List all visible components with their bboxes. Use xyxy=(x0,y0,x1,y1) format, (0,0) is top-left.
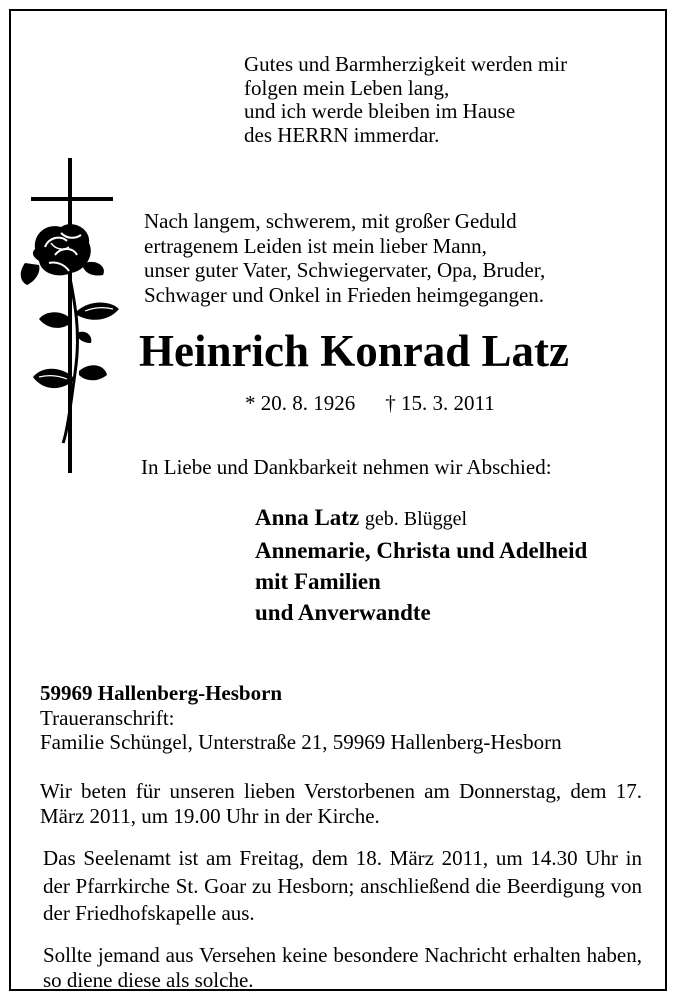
widow-name: Anna Latz xyxy=(255,505,360,530)
obituary-notice xyxy=(9,9,667,991)
death-date: † 15. 3. 2011 xyxy=(385,391,495,415)
cross-rose-icon xyxy=(11,143,131,473)
address-label: Traueranschrift: xyxy=(40,705,175,730)
intro-line: ertragenem Leiden ist mein lieber Mann, xyxy=(144,233,487,258)
address-line: Familie Schüngel, Unterstraße 21, 59969 Hallenberg-Hesborn xyxy=(40,730,562,754)
widow-maiden-name: geb. Blüggel xyxy=(364,508,468,530)
children-names: Annemarie, Christa und Adelheid xyxy=(255,538,588,563)
psalm-line: des HERRN immerdar. xyxy=(244,122,440,147)
psalm-line: und ich werde bleiben im Hause xyxy=(244,99,516,123)
birth-date: * 20. 8. 1926 xyxy=(245,391,356,415)
prayer-text: Wir beten für unseren lieben Verstorbenen am Donnerstag, dem 17. März 2011, um 19.00 Uhr in der Kirche. xyxy=(40,779,642,828)
life-dates xyxy=(245,391,495,415)
deceased-name: Heinrich Konrad Latz xyxy=(139,326,569,376)
relatives: und Anverwandte xyxy=(255,600,431,625)
intro-line: Schwager und Onkel in Frieden heimgegangen. xyxy=(144,282,545,307)
psalm-line: folgen mein Leben lang, xyxy=(244,75,450,100)
psalm-quote xyxy=(244,53,567,147)
address-location: 59969 Hallenberg-Hesborn xyxy=(40,681,283,705)
mourning-address xyxy=(40,681,562,755)
intro-line: Nach langem, schwerem, mit großer Geduld xyxy=(144,209,517,233)
with-families: mit Familien xyxy=(255,569,381,594)
farewell-line: In Liebe und Dankbarkeit nehmen wir Abschied: xyxy=(141,455,552,479)
closing-text: Sollte jemand aus Versehen keine besondere Nachricht erhalten haben, so diene diese als solche. xyxy=(43,943,642,992)
intro-line: unser guter Vater, Schwiegervater, Opa, Bruder, xyxy=(144,258,546,282)
funeral-text: Das Seelenamt ist am Freitag, dem 18. März 2011, um 14.30 Uhr in der Pfarrkirche St. Goar zu Hesborn; anschließend die Beerdigung von der Friedhofskapelle aus. xyxy=(43,846,642,925)
mourners-list xyxy=(255,502,587,628)
intro-text xyxy=(144,209,545,307)
psalm-line: Gutes und Barmherzigkeit werden mir xyxy=(244,52,568,76)
